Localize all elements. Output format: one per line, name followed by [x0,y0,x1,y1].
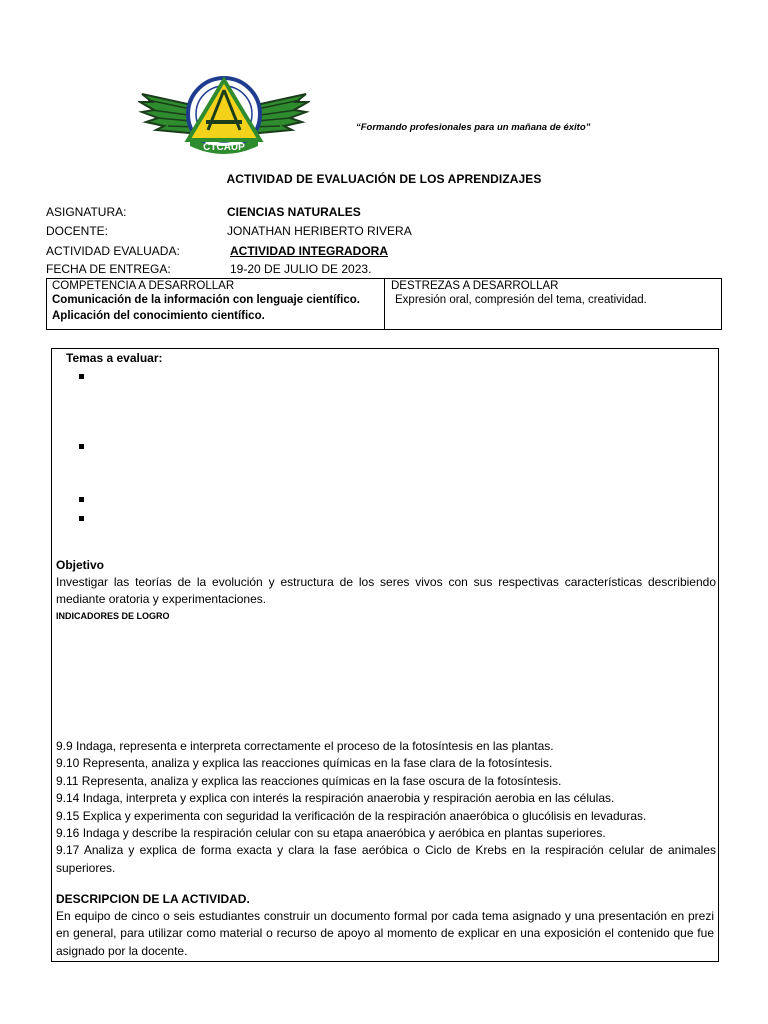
asignatura-label: ASIGNATURA: [46,205,127,219]
svg-text:CTCAUP: CTCAUP [203,142,245,153]
competencia-header: COMPETENCIA A DESARROLLAR [52,280,235,292]
descripcion-heading: DESCRIPCION DE LA ACTIVIDAD. [56,892,250,906]
indicator-item: 9.14 Indaga, interpreta y explica con interés la respiración anaerobia y respiración aerobia en las células. [56,791,615,806]
fecha-label: FECHA DE ENTREGA: [46,262,171,276]
bullet-icon [79,374,84,379]
indicator-item: 9.17 Analiza y explica de forma exacta y clara la fase aeróbica o Ciclo de Krebs en la respiración celular de animales superiores. [56,843,716,875]
indicator-item: 9.15 Explica y experimenta con seguridad la verificación de la respiración anaeróbica o glucólisis en levaduras. [56,808,647,823]
competencias-table [46,278,722,330]
document-title: ACTIVIDAD DE EVALUACIÓN DE LOS APRENDIZAJES [226,172,542,186]
asignatura-value: CIENCIAS NATURALES [227,205,361,219]
school-crest-logo [138,72,310,162]
indicadores-heading: INDICADORES DE LOGRO [56,611,170,621]
fecha-value: 19-20 DE JULIO DE 2023. [230,262,372,276]
indicator-item: 9.16 Indaga y describe la respiración celular con su etapa anaeróbica y aeróbica en plantas superiores. [56,826,606,841]
bullet-icon [79,516,84,521]
indicator-item: 9.10 Representa, analiza y explica las reacciones químicas en la fase clara de la fotosíntesis. [56,756,553,771]
school-motto: “Formando profesionales para un mañana de éxito” [356,122,591,133]
objetivo-heading: Objetivo [56,558,105,572]
bullet-icon [79,444,84,449]
actividad-value: ACTIVIDAD INTEGRADORA [230,244,388,258]
actividad-label: ACTIVIDAD EVALUADA: [46,244,180,258]
destrezas-header: DESTREZAS A DESARROLLAR [391,280,559,292]
bullet-icon [79,497,84,502]
destrezas-cell [385,279,721,329]
docente-label: DOCENTE: [46,224,109,238]
docente-value: JONATHAN HERIBERTO RIVERA [227,224,412,238]
indicadores-list [56,738,716,877]
competencia-cell [47,279,385,329]
indicator-item: 9.9 Indaga, representa e interpreta correctamente el proceso de la fotosíntesis en las plantas. [56,739,554,753]
indicator-item: 9.11 Representa, analiza y explica las reacciones químicas en la fase oscura de la fotosíntesis. [56,773,562,788]
temas-label: Temas a evaluar: [66,351,163,365]
competencia-line: Aplicación del conocimiento científico. [52,310,265,322]
descripcion-text: En equipo de cinco o seis estudiantes construir un documento formal por cada tema asignado y una presentación en prezi en general, para utilizar como material o recurso de apoyo al momento de explicar en una exposición el contenido que fue asignado por la docente. [56,909,714,958]
destrezas-value: Expresión oral, compresión del tema, creatividad. [395,294,647,306]
competencia-line: Comunicación de la información con lenguaje científico. [52,294,360,306]
objetivo-text: Investigar las teorías de la evolución y estructura de los seres vivos con sus respectivas características describiendo mediante oratoria y experimentaciones. [56,575,716,606]
